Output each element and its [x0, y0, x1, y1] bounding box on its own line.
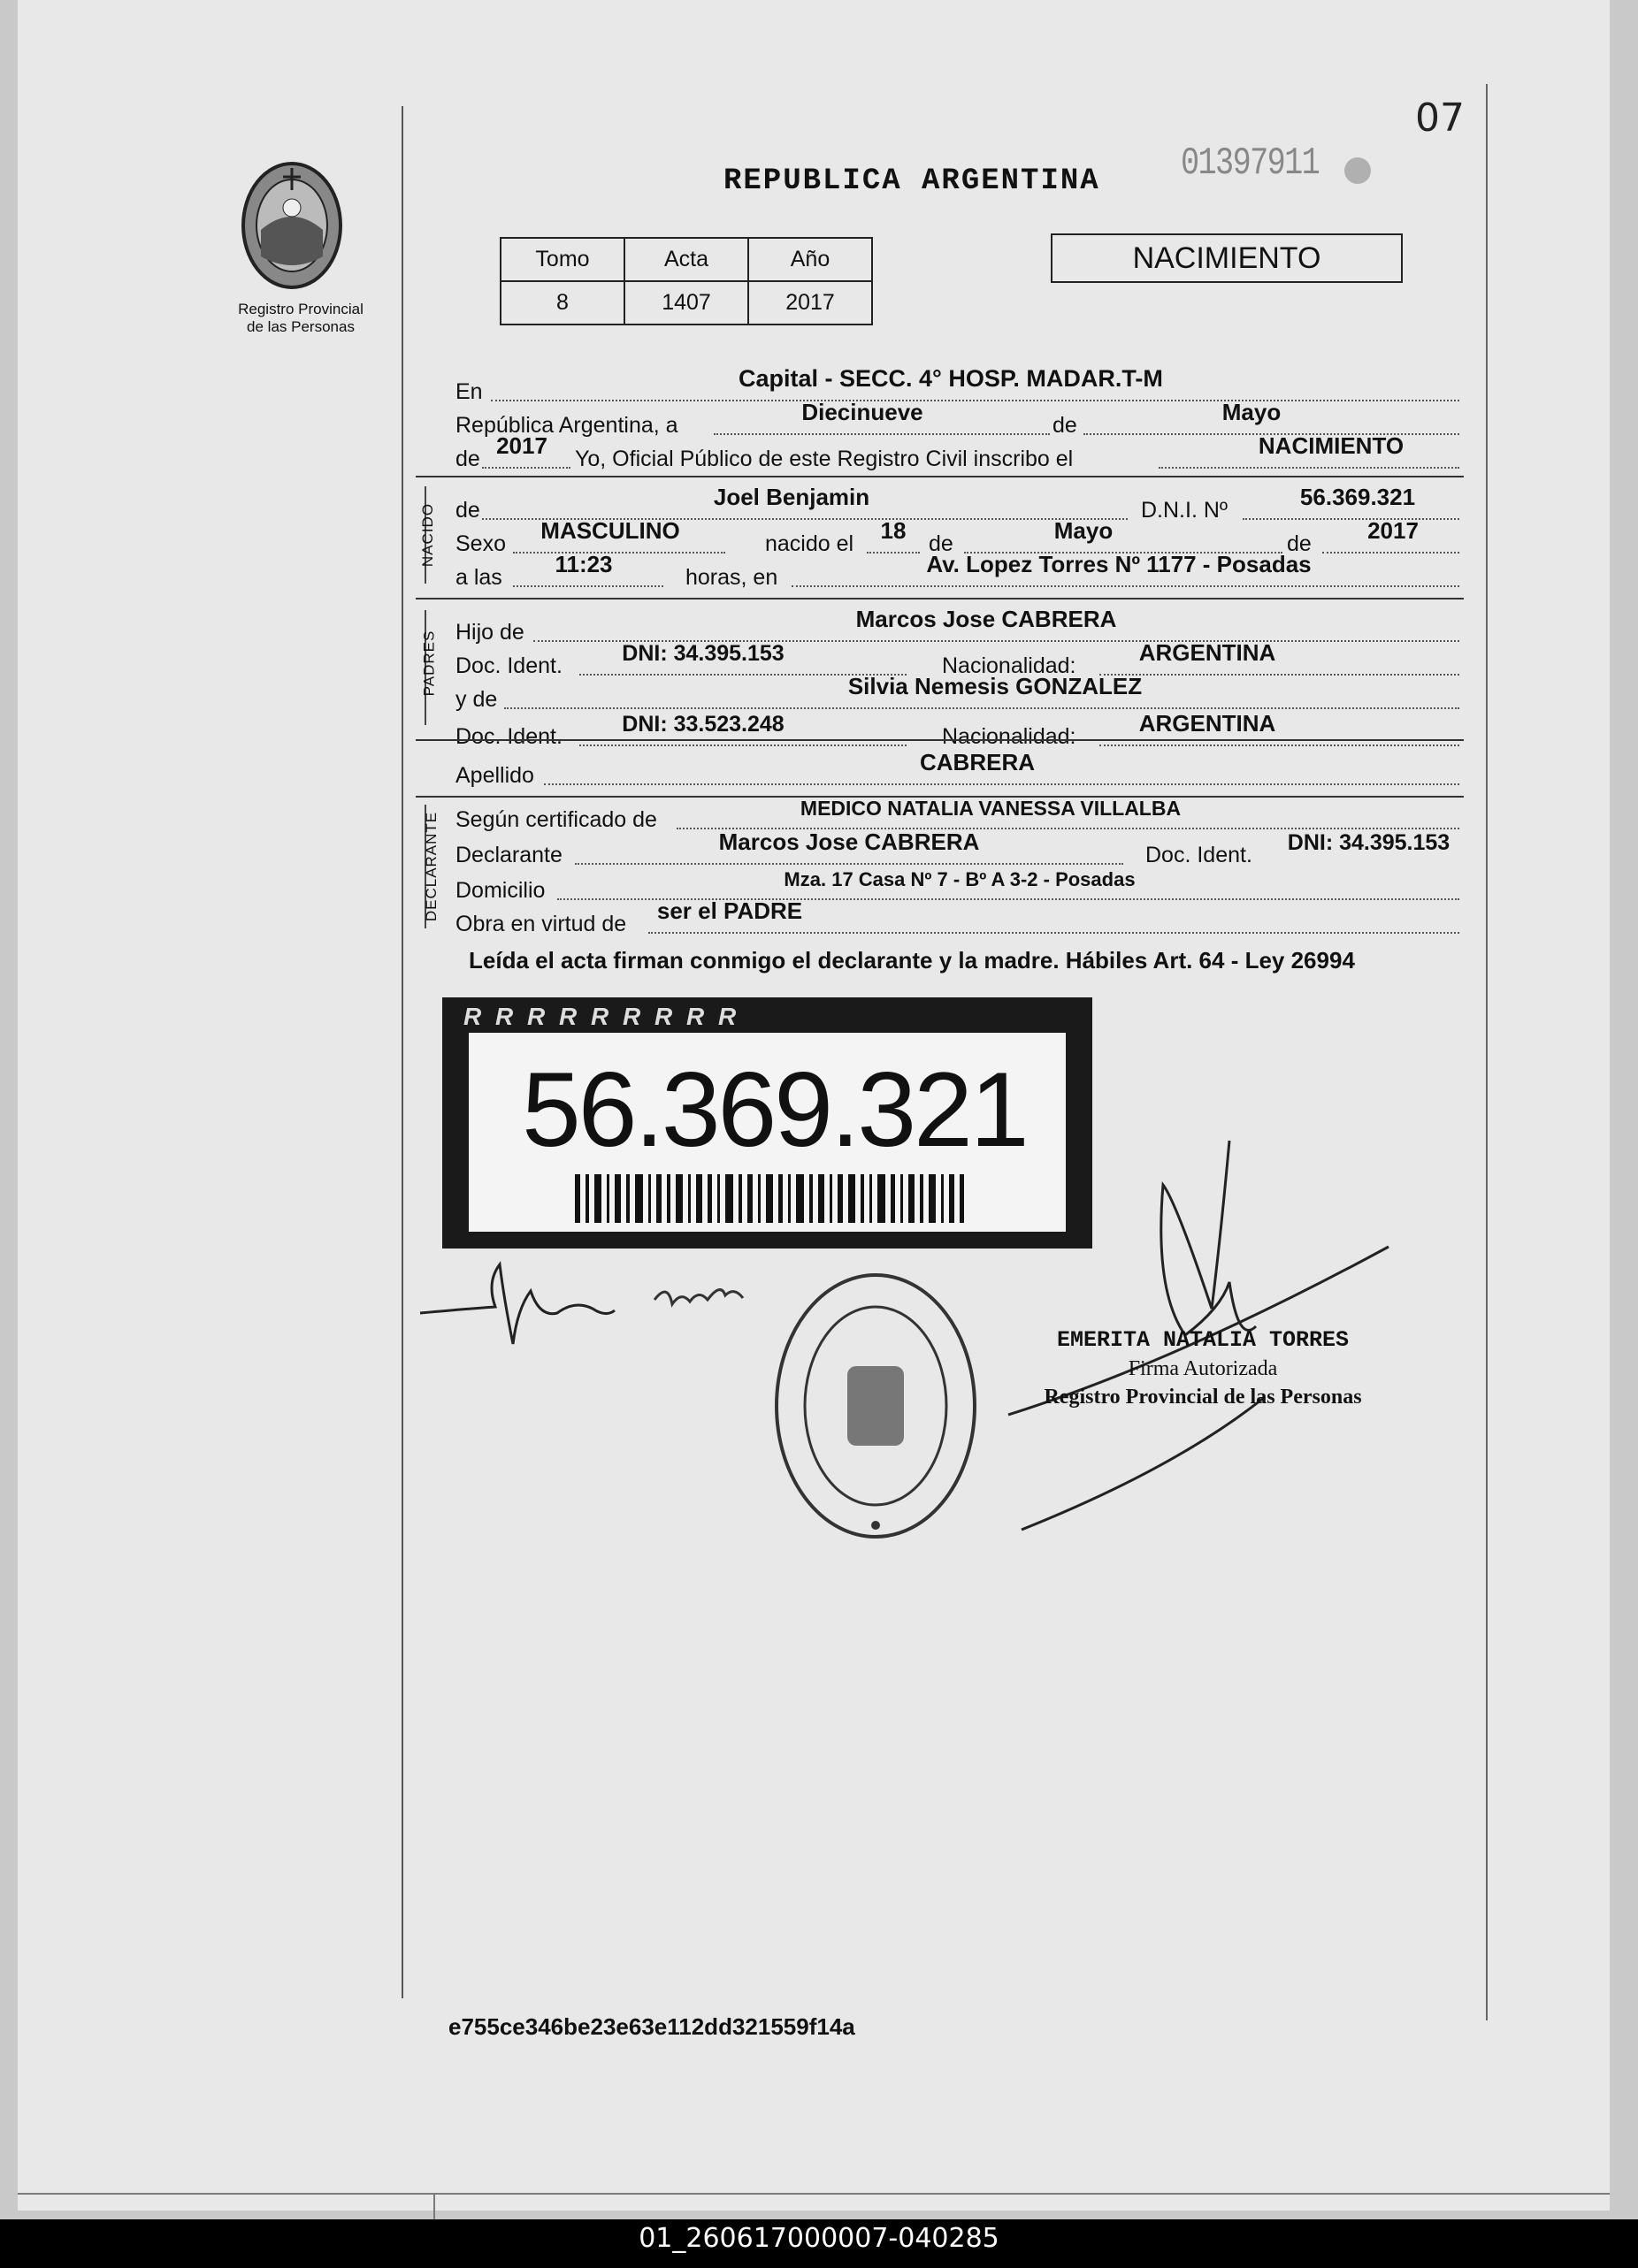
- official-block: [1039, 1326, 1366, 1411]
- label-apellido: Apellido: [455, 763, 534, 788]
- row-inscribo: [455, 432, 1459, 472]
- dotted-line: [544, 783, 1459, 785]
- row-apellido: [455, 749, 1459, 789]
- value-birth-time: 11:23: [555, 551, 613, 577]
- fold-line: [18, 2193, 1610, 2195]
- value-birth-month: Mayo: [1053, 517, 1114, 544]
- official-org: Registro Provincial de las Personas: [1044, 1386, 1362, 1409]
- value-day: Diecinueve: [801, 399, 923, 425]
- value-child-name: Joel Benjamin: [713, 484, 870, 510]
- label-doc-ident: Doc. Ident.: [455, 724, 563, 749]
- value-month: Mayo: [1221, 399, 1282, 425]
- sticker-label: [469, 1033, 1066, 1232]
- page-number: 07: [1415, 95, 1465, 141]
- logo-caption: [212, 301, 389, 336]
- value-declarante-name: Marcos Jose CABRERA: [718, 829, 980, 855]
- registry-table-value-row: [501, 281, 872, 325]
- section-separator: [416, 476, 1464, 477]
- value-birth-place: Av. Lopez Torres Nº 1177 - Posadas: [926, 551, 1312, 577]
- fold-line: [433, 2193, 435, 2219]
- closing-statement: Leída el acta firman conmigo el declarante y la madre. Hábiles Art. 64 - Ley 26994: [469, 947, 1355, 974]
- province-coat-of-arms-icon: [239, 159, 345, 292]
- dni-sticker: [442, 997, 1092, 1249]
- row-domicilio: [455, 868, 1459, 904]
- left-margin-line: [402, 106, 403, 1998]
- logo-caption-line: de las Personas: [247, 318, 355, 335]
- label-doc-ident: Doc. Ident.: [1145, 843, 1252, 867]
- value-father-doc: DNI: 34.395.153: [622, 641, 785, 666]
- label-nacionalidad: Nacionalidad:: [942, 724, 1076, 749]
- label-de: de: [455, 447, 480, 471]
- row-declarante: [455, 829, 1459, 868]
- label-republica: República Argentina, a: [455, 413, 678, 438]
- section-label-declarante: DECLARANTE: [423, 811, 440, 922]
- label-de: de: [1287, 531, 1312, 556]
- label-sexo: Sexo: [455, 531, 506, 556]
- document-hash: e755ce346be23e63e112dd321559f14a: [448, 2013, 855, 2040]
- value-certificate: MEDICO NATALIA VANESSA VILLALBA: [800, 797, 1182, 820]
- sticker-number: 56.369.321: [522, 1050, 1027, 1169]
- label-en: En: [455, 379, 483, 404]
- label-horas-en: horas, en: [685, 565, 778, 590]
- registry-table-header-row: [501, 238, 872, 281]
- sticker-pattern: R R R R R R R R R: [463, 1003, 740, 1030]
- registry-value-tomo: 8: [501, 281, 624, 325]
- row-y-de: [455, 673, 1459, 713]
- label-de: de: [929, 531, 953, 556]
- row-mother-doc: [455, 710, 1459, 750]
- official-name: EMERITA NATALIA TORRES: [1056, 1327, 1350, 1353]
- logo-caption-line: Registro Provincial: [238, 301, 364, 317]
- barcode-icon: [575, 1174, 964, 1223]
- label-obra: Obra en virtud de: [455, 912, 627, 936]
- label-declarante: Declarante: [455, 843, 563, 867]
- value-inscribe: NACIMIENTO: [1258, 432, 1405, 459]
- value-declarante-doc: DNI: 34.395.153: [1287, 830, 1450, 855]
- value-child-dni: 56.369.321: [1299, 484, 1416, 510]
- signature-declarante-icon: [416, 1247, 787, 1371]
- dotted-line: [482, 467, 570, 469]
- label-de: de: [1052, 413, 1077, 438]
- section-label-padres: PADRES: [420, 630, 438, 697]
- label-official-text: Yo, Oficial Público de este Registro Civil inscribo el: [575, 447, 1074, 471]
- value-obra: ser el PADRE: [656, 897, 803, 924]
- row-hijo-de: [455, 606, 1459, 645]
- label-domicilio: Domicilio: [455, 878, 546, 903]
- registry-header-anio: Año: [748, 238, 872, 281]
- dotted-line: [579, 745, 907, 746]
- serial-smudge: [1344, 157, 1371, 184]
- label-doc-ident: Doc. Ident.: [455, 653, 563, 678]
- dotted-line: [513, 585, 663, 587]
- act-type-box: NACIMIENTO: [1051, 233, 1403, 283]
- registry-header-tomo: Tomo: [501, 238, 624, 281]
- right-margin-line: [1486, 84, 1488, 2020]
- label-hijo-de: Hijo de: [455, 620, 524, 645]
- value-place: Capital - SECC. 4° HOSP. MADAR.T-M: [739, 365, 1163, 392]
- label-certificado: Según certificado de: [455, 807, 657, 832]
- dotted-line: [792, 585, 1459, 587]
- value-sexo: MASCULINO: [540, 517, 680, 544]
- value-mother-doc: DNI: 33.523.248: [622, 712, 785, 737]
- label-y-de: y de: [455, 687, 498, 712]
- row-certificado: [455, 798, 1459, 833]
- row-hora-lugar: [455, 551, 1459, 591]
- label-de: de: [455, 498, 480, 523]
- value-father-nationality: ARGENTINA: [1138, 639, 1276, 666]
- dotted-line: [504, 707, 1459, 709]
- value-domicilio: Mza. 17 Casa Nº 7 - Bº A 3-2 - Posadas: [784, 868, 1136, 890]
- value-mother-nationality: ARGENTINA: [1138, 710, 1276, 737]
- value-year: 2017: [496, 432, 547, 459]
- section-separator: [416, 598, 1464, 599]
- section-separator: [416, 739, 1464, 741]
- official-role: Firma Autorizada: [1128, 1357, 1278, 1380]
- value-father-name: Marcos Jose CABRERA: [855, 606, 1117, 632]
- registry-table: [500, 237, 873, 325]
- document-title: REPUBLICA ARGENTINA: [723, 164, 1100, 198]
- value-birth-day: 18: [880, 517, 907, 544]
- label-nacido-el: nacido el: [765, 531, 854, 556]
- label-a-las: a las: [455, 565, 502, 590]
- dotted-line: [1159, 467, 1459, 469]
- registry-header-acta: Acta: [624, 238, 748, 281]
- dotted-line: [1099, 745, 1459, 746]
- dotted-line: [714, 433, 1050, 435]
- value-apellido: CABRERA: [920, 749, 1035, 775]
- label-nacionalidad: Nacionalidad:: [942, 653, 1076, 678]
- label-dni: D.N.I. Nº: [1141, 498, 1228, 523]
- dotted-line: [575, 863, 1123, 865]
- dotted-line: [648, 932, 1459, 934]
- section-label-nacido: NACIDO: [419, 502, 437, 568]
- serial-number: 01397911: [1181, 141, 1320, 186]
- registry-seal-icon: [769, 1269, 982, 1543]
- row-obra: [455, 897, 1459, 937]
- value-birth-year: 2017: [1367, 517, 1419, 544]
- footer-id: 01_260617000007-040285: [639, 2223, 999, 2254]
- registry-value-anio: 2017: [748, 281, 872, 325]
- value-mother-name: Silvia Nemesis GONZALEZ: [847, 673, 1143, 699]
- registry-value-acta: 1407: [624, 281, 748, 325]
